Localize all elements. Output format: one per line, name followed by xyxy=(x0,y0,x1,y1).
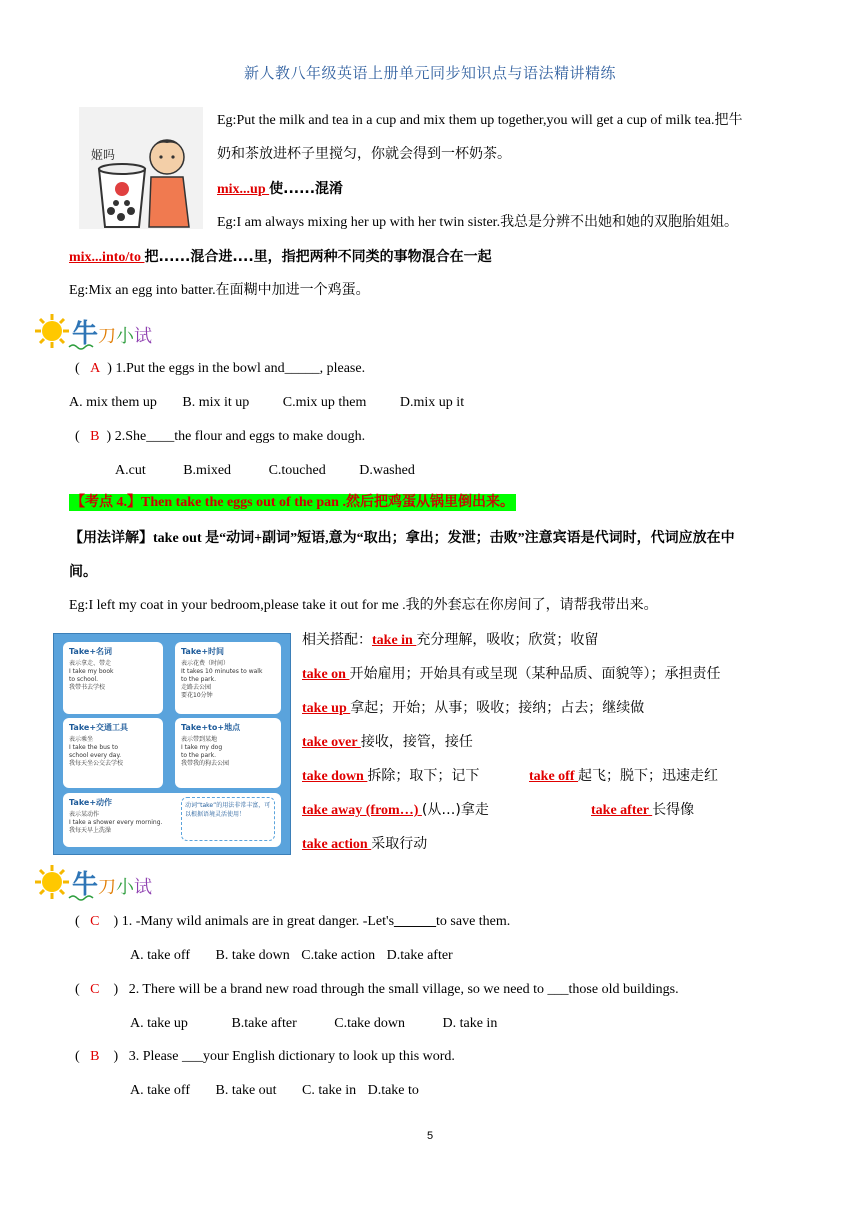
option: C.take action xyxy=(301,948,376,963)
usage-example: Eg:I left my coat in your bedroom,please take it out for me .我的外套忘在你房间了，请帮我带出来。 xyxy=(69,598,658,613)
collocation-desc: (从…)拿走 xyxy=(421,802,489,818)
card-heading: Take+名词 xyxy=(69,647,113,656)
option: A. take off xyxy=(130,948,190,963)
quiz2-q1-text: 1. -Many wild animals are in great danger. -Let's xyxy=(121,914,395,929)
quiz1-q2-text: 2.She____the flour and eggs to make dough. xyxy=(114,429,366,444)
collocation-keyword: take off xyxy=(529,769,578,784)
card-text: 表示某动作 I take a shower every morning. 我每天早上洗澡 xyxy=(69,811,163,834)
collocation-desc: 开始雇用；开始具有或呈现（某种品质、面貌等）；承担责任 xyxy=(349,666,721,682)
quiz2-q2-answer: C xyxy=(90,982,100,997)
option: B.mixed xyxy=(183,463,232,478)
milk-tea-sticker-icon xyxy=(79,107,203,229)
quiz2-q1-blank: ______ xyxy=(394,914,437,929)
title-char-4: 试 xyxy=(134,877,153,898)
kaodian-4-heading xyxy=(69,493,516,513)
option: A. take off xyxy=(130,1083,190,1098)
option: A. mix them up xyxy=(69,395,157,410)
card-heading: Take+交通工具 xyxy=(69,723,129,732)
quiz1-q1-options xyxy=(69,393,464,413)
quiz2-q1-text2: to save them. xyxy=(436,914,511,929)
card-text: 表示带到某地 I take my dog to the park. 我带我的狗去公园 xyxy=(181,736,230,767)
usage-line-1 xyxy=(69,528,735,549)
quiz2-q2-text: 2. There will be a brand new road through the small village, so we need to ___those old buildings. xyxy=(128,982,679,997)
quiz1-question-2: ( B ) 2.She____the flour and eggs to make dough. xyxy=(75,429,366,444)
quiz2-q1-options xyxy=(130,946,453,966)
mix-up-desc: 使......混淆 xyxy=(269,181,344,197)
mix-into-desc: 把......混合进....里，指把两种不同类的事物混合在一起 xyxy=(144,249,492,265)
wave-decoration-icon xyxy=(68,894,94,902)
collocation-take-away xyxy=(302,800,489,821)
collocation-keyword: take over xyxy=(302,735,361,750)
take-card-noun xyxy=(63,642,163,714)
collocation-keyword: take action xyxy=(302,837,372,852)
usage-text-2: 间。 xyxy=(69,564,97,580)
option: C.mix up them xyxy=(282,395,367,410)
collocation-keyword: take after xyxy=(591,803,653,818)
option: D.take after xyxy=(386,948,453,963)
card-heading: Take+to+地点 xyxy=(181,723,241,732)
quiz2-q3-options xyxy=(130,1081,419,1101)
mix-into-keyword: mix...into/to xyxy=(69,250,145,265)
usage-label: 【用法详解】 xyxy=(69,530,153,546)
quiz2-q3-text: 3. Please ___your English dictionary to look up this word. xyxy=(128,1049,455,1064)
card-heading: Take+动作 xyxy=(69,798,113,807)
option: B. take down xyxy=(215,948,290,963)
collocation-desc: 接收，接管，接任 xyxy=(360,734,473,750)
title-char-2: 刀 xyxy=(98,877,117,898)
take-usage-infographic xyxy=(53,633,291,855)
title-char-1: 牛 xyxy=(72,319,99,349)
option: A. take up xyxy=(130,1016,188,1031)
take-note: 动词“take”的用法非常丰富，可以根据语境灵活使用！ xyxy=(181,797,275,841)
option: B.take after xyxy=(231,1016,297,1031)
quiz2-q2-options xyxy=(130,1014,497,1034)
collocation-desc: 拆除；取下；记下 xyxy=(367,768,480,784)
option: D. take in xyxy=(442,1016,498,1031)
collocation-take-down xyxy=(302,766,479,787)
eg-mixing-twin: Eg:I am always mixing her up with her twin sister.我总是分辨不出她和她的双胞胎姐姐。 xyxy=(217,215,739,230)
mix-up-entry xyxy=(217,179,343,200)
title-char-4: 试 xyxy=(134,326,153,347)
mix-into-entry xyxy=(69,247,492,268)
eg1-chinese-b: 奶和茶放进杯子里搅匀，你就会得到一杯奶茶。 xyxy=(217,146,511,162)
collocation-desc: 充分理解，吸收；欣赏；收留 xyxy=(416,632,599,648)
title-char-2: 刀 xyxy=(98,326,117,347)
collocation-take-on xyxy=(302,664,720,685)
quiz2-question-1: ( C ) 1. -Many wild animals are in great danger. -Let's______to save them. xyxy=(75,914,511,929)
option: B. mix it up xyxy=(182,395,250,410)
collocation-desc: 长得像 xyxy=(652,802,695,818)
quiz2-question-3: ( B ) 3. Please ___your English dictionary to look up this word. xyxy=(75,1049,455,1064)
quiz1-q2-options xyxy=(115,461,415,481)
eg-mix-egg: Eg:Mix an egg into batter.在面糊中加进一个鸡蛋。 xyxy=(69,283,370,298)
card-heading: Take+时间 xyxy=(181,647,225,656)
quiz2-question-2: ( C ) 2. There will be a brand new road through the small village, so we need to ___those old buildings. xyxy=(75,982,679,997)
sticker-image xyxy=(79,107,203,229)
quiz1-q1-answer: A xyxy=(90,361,101,376)
collocation-take-in xyxy=(302,630,598,651)
usage-text-1: take out 是“动词+副词”短语,意为“取出；拿出；发泄；击败”注意宾语是代词时，代词应放在中 xyxy=(153,531,735,546)
quiz1-q1-text: 1.Put the eggs in the bowl and_____, please. xyxy=(115,361,366,376)
collocation-keyword: take away (from…) xyxy=(302,803,422,818)
option: D.mix up it xyxy=(399,395,465,410)
card-text: 表示花费（时间） It takes 10 minutes to walk to the park. 走路去公园 要花10分钟 xyxy=(181,660,263,699)
option: C.take down xyxy=(334,1016,405,1031)
quiz2-q1-answer: C xyxy=(90,914,100,929)
sticker-label: 姬吗 xyxy=(91,148,116,162)
collocation-keyword: take in xyxy=(372,633,417,648)
title-char-1: 牛 xyxy=(72,870,99,900)
collocation-desc: 起飞；脱下；迅速走红 xyxy=(578,768,718,784)
card-text: 表示乘坐 I take the bus to school every day. 我每天坐公交去学校 xyxy=(69,736,124,767)
collocation-desc: 采取行动 xyxy=(371,836,428,852)
title-char-3: 小 xyxy=(116,326,135,347)
eg1-chinese-a: 把牛 xyxy=(714,112,743,128)
kaodian-text: 【考点 4.】Then take the eggs out of the pan .然后把鸡蛋从锅里倒出来。 xyxy=(71,495,514,510)
option: D.washed xyxy=(359,463,415,478)
option: C.touched xyxy=(268,463,326,478)
collocation-take-over xyxy=(302,732,473,753)
page-number: 5 xyxy=(426,1130,434,1142)
take-card-time xyxy=(175,642,281,714)
mix-up-keyword: mix...up xyxy=(217,182,270,197)
quiz1-question-1: ( A ) 1.Put the eggs in the bowl and_____, please. xyxy=(75,361,366,376)
collocation-take-action xyxy=(302,834,427,855)
collocation-desc: 拿起；开始；从事；吸收；接纳；占去；继续做 xyxy=(350,700,645,716)
option: B. take out xyxy=(215,1083,277,1098)
collocation-keyword: take up xyxy=(302,701,351,716)
collocation-take-off xyxy=(529,766,718,787)
option: C. take in xyxy=(302,1083,357,1098)
collocations-label: 相关搭配： xyxy=(302,632,372,648)
sun-icon xyxy=(34,313,70,349)
option: A.cut xyxy=(115,463,146,478)
title-char-3: 小 xyxy=(116,877,135,898)
collocation-take-after xyxy=(591,800,694,821)
option: D.take to xyxy=(367,1083,419,1098)
sun-icon xyxy=(34,864,70,900)
take-card-place xyxy=(175,718,281,788)
card-text: 表示拿走、带走 I take my book to school. 我带书去学校 xyxy=(69,660,114,691)
wave-decoration-icon xyxy=(68,343,94,351)
quiz1-q2-answer: B xyxy=(90,429,100,444)
eg1-english: Eg:Put the milk and tea in a cup and mix them up together,you will get a cup of milk tea. xyxy=(217,113,715,128)
collocation-keyword: take on xyxy=(302,667,350,682)
collocation-take-up xyxy=(302,698,644,719)
take-card-action xyxy=(63,793,281,847)
page-header-title: 新人教八年级英语上册单元同步知识点与语法精讲精练 xyxy=(243,64,616,82)
quiz2-q3-answer: B xyxy=(90,1049,100,1064)
collocation-keyword: take down xyxy=(302,769,368,784)
take-card-transport xyxy=(63,718,163,788)
eg-mix-milk-tea xyxy=(217,110,743,131)
